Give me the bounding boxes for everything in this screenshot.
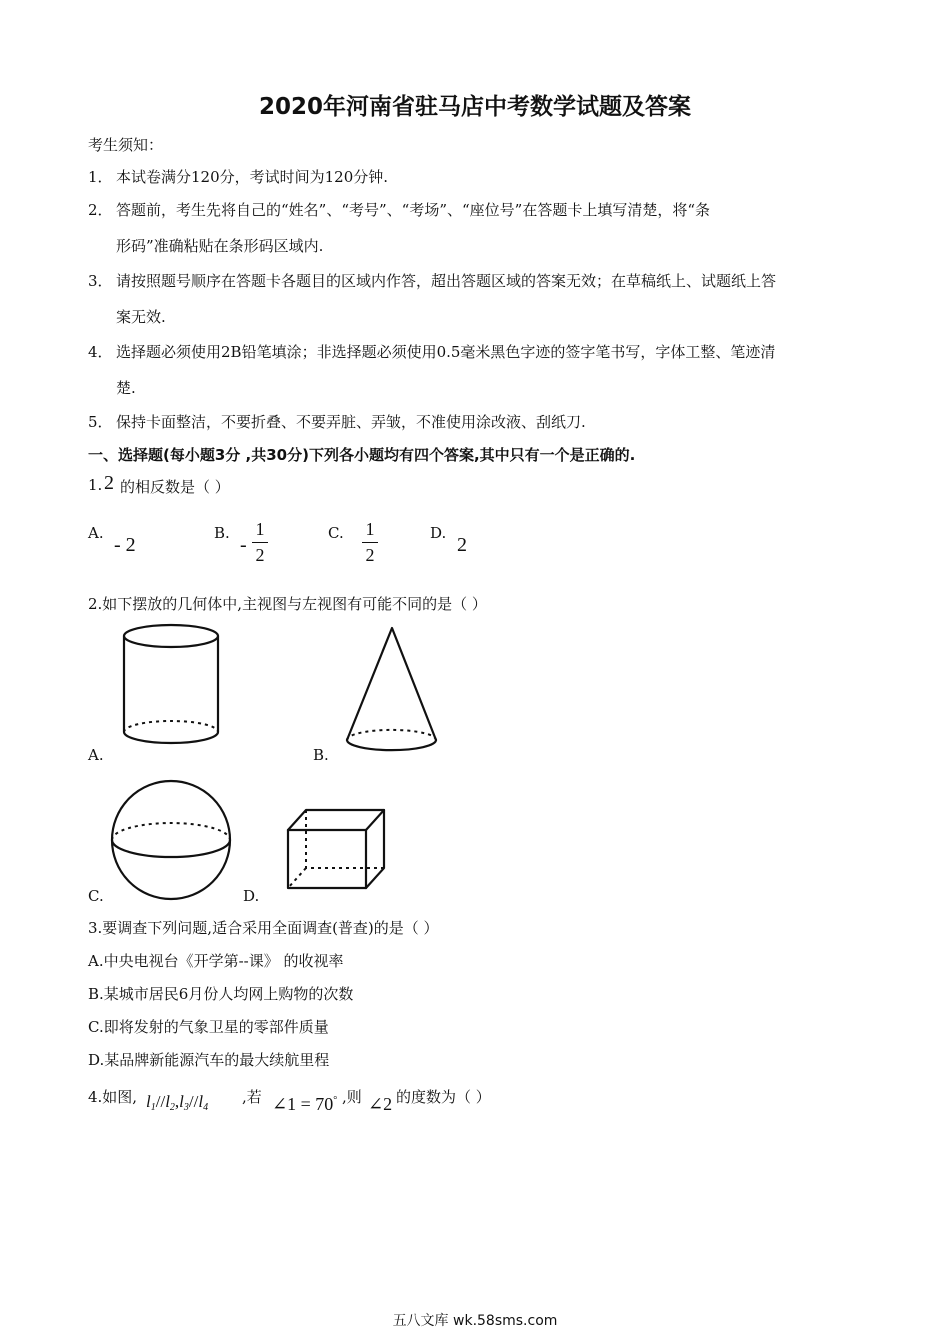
q1-option-c-denominator: 2 bbox=[365, 545, 375, 565]
q2-label-c: C. bbox=[88, 887, 104, 905]
q4-ze: ,则 bbox=[342, 1088, 362, 1106]
cylinder-figure bbox=[118, 620, 224, 750]
q4-l2: l bbox=[165, 1092, 170, 1111]
q4-l4: l bbox=[198, 1092, 204, 1111]
q4-l3: l bbox=[179, 1092, 184, 1111]
notice-line-5a: 保持卡面整洁，不要折叠、不要弄脏、弄皱，不准使用涂改液、刮纸刀. bbox=[116, 413, 586, 431]
q1-option-a-value: - 2 bbox=[114, 534, 136, 556]
q3-option-c: C.即将发射的气象卫星的零部件质量 bbox=[88, 1018, 329, 1036]
cuboid-figure bbox=[282, 804, 388, 894]
cone-figure bbox=[342, 622, 442, 754]
q4-prefix: 4.如图, bbox=[88, 1088, 138, 1106]
q3-option-b: B.某城市居民6月份人均网上购物的次数 bbox=[88, 985, 354, 1003]
q4-ruo: ,若 bbox=[242, 1088, 262, 1106]
q4-text: 的度数为（ ） bbox=[396, 1088, 491, 1106]
q1-math: 2 bbox=[104, 472, 114, 494]
q1-option-b-numerator: 1 bbox=[255, 519, 265, 539]
q4-sub-3: 3 bbox=[183, 1102, 189, 1113]
q4-angle1 bbox=[272, 1094, 337, 1115]
q1-option-b-denominator: 2 bbox=[255, 545, 265, 565]
q2-label-b: B. bbox=[313, 746, 329, 764]
q4-l1: l bbox=[146, 1092, 151, 1111]
q3-text: 3.要调查下列问题,适合采用全面调查(普查)的是（ ） bbox=[88, 919, 439, 937]
notice-line-1a: 本试卷满分120分，考试时间为120分钟. bbox=[116, 168, 389, 186]
q1-option-c-label: C. bbox=[328, 524, 344, 542]
q1-option-d-value: 2 bbox=[457, 534, 467, 556]
notice-line-4a: 选择题必须使用2B铅笔填涂；非选择题必须使用0.5毫米黑色字迹的签字笔书写，字体工整、笔迹清 bbox=[116, 343, 776, 361]
notice-heading: 考生须知： bbox=[88, 136, 164, 154]
notice-line-3b: 案无效. bbox=[116, 308, 166, 326]
q4-angle1-expr: ∠1 = 70 bbox=[272, 1094, 334, 1114]
notice-num-1: 1． bbox=[88, 168, 113, 186]
q4-parallel-1: // bbox=[155, 1092, 166, 1111]
q2-label-a: A. bbox=[88, 746, 104, 764]
q1-option-c-fraction bbox=[362, 519, 378, 566]
q1-option-c-numerator: 1 bbox=[365, 519, 375, 539]
notice-num-4: 4． bbox=[88, 343, 113, 361]
notice-line-2a: 答题前，考生先将自己的“姓名”、“考号”、“考场”、“座位号”在答题卡上填写清楚，将“条 bbox=[116, 201, 711, 219]
notice-line-3a: 请按照题号顺序在答题卡各题目的区域内作答，超出答题区域的答案无效；在草稿纸上、试题纸上答 bbox=[116, 272, 777, 290]
q3-option-d: D.某品牌新能源汽车的最大续航里程 bbox=[88, 1051, 330, 1069]
sphere-figure bbox=[106, 776, 236, 904]
q4-sub-2: 2 bbox=[169, 1102, 175, 1113]
q4-parallel-2: // bbox=[188, 1092, 199, 1111]
section-heading: 一、选择题(每小题3分 ,共30分)下列各小题均有四个答案,其中只有一个是正确的. bbox=[88, 446, 636, 464]
q1-prefix: 1. bbox=[88, 476, 103, 494]
notice-num-2: 2． bbox=[88, 201, 113, 219]
q4-degree: ° bbox=[333, 1095, 338, 1106]
q4-comma: , bbox=[174, 1092, 180, 1111]
q2-text: 2.如下摆放的几何体中,主视图与左视图有可能不同的是（ ） bbox=[88, 595, 487, 613]
q4-sub-1: 1 bbox=[150, 1102, 156, 1113]
q1-option-b-label: B. bbox=[214, 524, 230, 542]
q1-option-b-sign: - bbox=[240, 534, 247, 556]
q1-option-b-fraction bbox=[252, 519, 268, 566]
q4-sub-4: 4 bbox=[203, 1102, 209, 1113]
notice-num-5: 5． bbox=[88, 413, 113, 431]
q2-label-d: D. bbox=[243, 887, 260, 905]
q1-option-a-label: A. bbox=[88, 524, 104, 542]
q1-text: 的相反数是（ ） bbox=[120, 478, 230, 496]
q1-option-d-label: D. bbox=[430, 524, 447, 542]
q3-option-a: A.中央电视台《开学第--课》 的收视率 bbox=[88, 952, 344, 970]
footer-watermark: 五八文库 wk.58sms.com bbox=[392, 1313, 558, 1329]
notice-num-3: 3． bbox=[88, 272, 113, 290]
notice-line-4b: 楚. bbox=[116, 379, 136, 397]
q4-angle2: ∠2 bbox=[368, 1094, 393, 1114]
q4-parallel-expression bbox=[146, 1092, 208, 1113]
page-title: 2020年河南省驻马店中考数学试题及答案 bbox=[258, 94, 691, 120]
notice-line-2b: 形码”准确粘贴在条形码区域内. bbox=[116, 237, 324, 255]
